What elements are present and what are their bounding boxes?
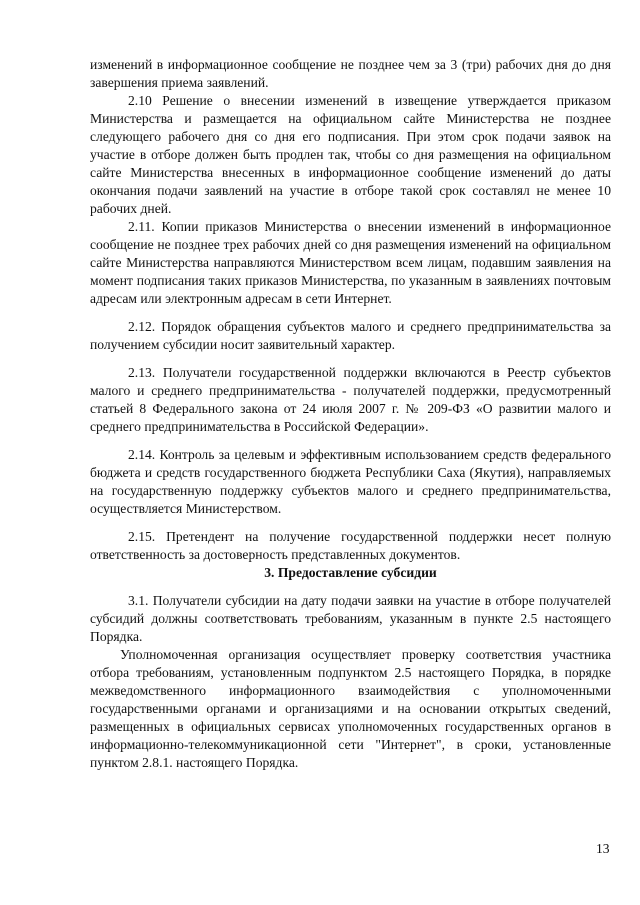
paragraph-2-10: 2.10 Решение о внесении изменений в извещение утверждается приказом Министерства и размещается на официальном сайте Министерства не позднее следующего рабочего дня со дня его подписания. При этом срок подачи заявок на участие в отборе должен быть продлен так, чтобы со дня размещения на официальном сайте Министерства внесенных в информационное сообщение изменений до даты окончания подачи заявлений на участие в отборе такой срок составлял не менее 10 рабочих дней. (90, 93, 611, 216)
document-page (90, 56, 611, 772)
paragraph-2-13: 2.13. Получатели государственной поддержки включаются в Реестр субъектов малого и среднего предпринимательства - получателей поддержки, предусмотренный статьей 8 Федерального закона от 24 июля 2007 г. № 209-ФЗ «О развитии малого и среднего предпринимательства в Российской Федерации». (90, 365, 611, 434)
page-number: 13 (596, 841, 610, 856)
section-3-heading: 3. Предоставление субсидии (264, 565, 437, 580)
paragraph-continuation: изменений в информационное сообщение не позднее чем за 3 (три) рабочих дня до дня завершения приема заявлений. (90, 57, 611, 90)
paragraph-3-1: 3.1. Получатели субсидии на дату подачи заявки на участие в отборе получателей субсидий должны соответствовать требованиям, указанным в пункте 2.5 настоящего Порядка. (90, 593, 611, 644)
paragraph-authorized-org: Уполномоченная организация осуществляет проверку соответствия участника отбора требованиям, установленным подпунктом 2.5 настоящего Порядка, в порядке межведомственного информационного взаимодействия с уполномоченными государственными органами и организациями и на основании открытых сведений, размещенных в официальных сервисах уполномоченных государственных органов в информационно-телекоммуникационной сети "Интернет", в сроки, установленные пунктом 2.8.1. настоящего Порядка. (90, 647, 611, 770)
paragraph-2-14: 2.14. Контроль за целевым и эффективным использованием средств федерального бюджета и средств государственного бюджета Республики Саха (Якутия), направляемых на государственную поддержку субъектов малого и среднего предпринимательства, осуществляется Министерством. (90, 447, 611, 516)
paragraph-2-12: 2.12. Порядок обращения субъектов малого и среднего предпринимательства за получением субсидии носит заявительный характер. (90, 319, 611, 352)
paragraph-2-15: 2.15. Претендент на получение государственной поддержки несет полную ответственность за достоверность представленных документов. (90, 529, 611, 562)
paragraph-2-11: 2.11. Копии приказов Министерства о внесении изменений в информационное сообщение не позднее трех рабочих дней со дня размещения изменений на официальном сайте Министерства направляются Министерством всем лицам, подавшим заявления на момент подписания таких приказов Министерства, по указанным в заявлениях почтовым адресам или электронным адресам в сети Интернет. (90, 219, 611, 306)
